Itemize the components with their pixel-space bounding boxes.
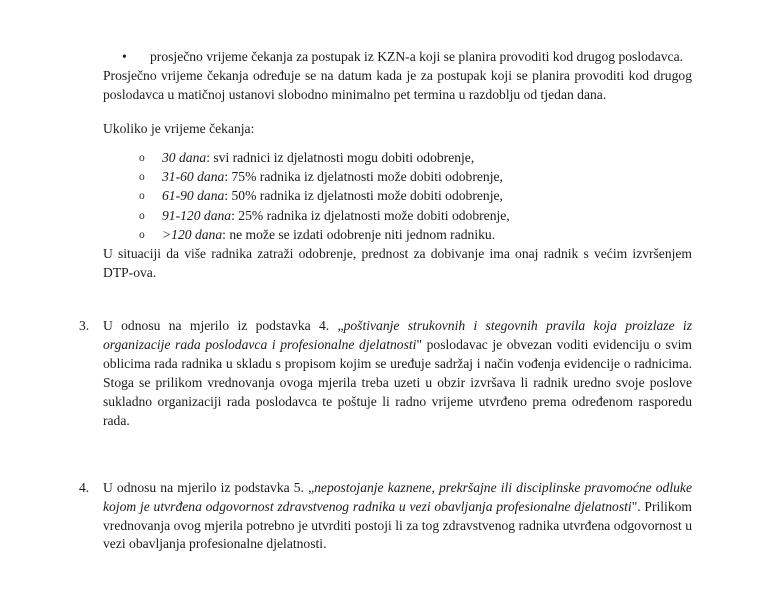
spacer bbox=[79, 444, 692, 465]
list-item-description: : 25% radnika iz djelatnosti može dobiti odobrenje, bbox=[231, 207, 510, 223]
list-item bbox=[139, 186, 692, 205]
spacer bbox=[79, 282, 692, 303]
list-item-term: 91-120 dana bbox=[162, 207, 232, 223]
spacer bbox=[79, 105, 692, 120]
list-item bbox=[139, 148, 692, 167]
list-item-term: 61-90 dana bbox=[162, 188, 225, 204]
numbered-item-body: . Prilikom vrednovanja ovog mjerila potrebno je utvrditi postoji li za tog zdravstvenog radnika utvrđena odgovornost u vezi obavljanja profesionalne djelatnosti. bbox=[103, 498, 692, 552]
list-item bbox=[139, 225, 692, 244]
quote-close-mark: " bbox=[416, 336, 423, 352]
numbered-item-3 bbox=[79, 317, 692, 430]
numbered-item-quote: nepostojanje kaznene, prekršajne ili disciplinske pravomoćne odluke kojom je utvrđena odgovornost zdravstvenog radnika u vezi obavljanja profesionalne djelatnosti bbox=[103, 479, 692, 514]
list-item-description: : 50% radnika iz djelatnosti može dobiti odobrenje, bbox=[224, 188, 503, 204]
list-item-term: 31-60 dana bbox=[162, 169, 225, 185]
numbered-item-marker: 3. bbox=[79, 318, 90, 334]
numbered-item-lead-in: U odnosu na mjerilo iz podstavka 4. bbox=[103, 318, 338, 334]
paragraph-average-waiting-time: Prosječno vrijeme čekanja određuje se na datum kada je za postupak koji se planira provoditi kod drugog poslodavca u matičnoj ustanovi slobodno minimalno pet termina u razdoblju od tjedan dana. bbox=[103, 67, 692, 102]
list-item-description: : ne može se izdati odobrenje niti jednom radniku. bbox=[222, 227, 496, 243]
list-item bbox=[139, 206, 692, 225]
numbered-item-quote: poštivanje strukovnih i stegovnih pravila koja proizlaze iz organizacije rada poslodavca i profesionalne djelatnosti bbox=[103, 318, 692, 352]
list-item-term: >120 dana bbox=[162, 227, 223, 243]
list-item: • prosječno vrijeme čekanja za postupak iz KZN-a koji se planira provoditi kod drugog poslodavca. bbox=[122, 48, 692, 67]
numbered-item-marker: 4. bbox=[79, 479, 90, 495]
quote-open-mark: „ bbox=[308, 479, 315, 495]
waiting-time-list bbox=[139, 148, 692, 245]
spacer bbox=[79, 139, 692, 148]
numbered-item-lead-in: U odnosu na mjerilo iz podstavka 5. bbox=[103, 479, 309, 495]
quote-open-mark: „ bbox=[337, 318, 344, 334]
numbered-item-body: poslodavac je obvezan voditi evidenciju o svim oblicima rada radnika u skladu s propisom kojim se uređuje sadržaj i način vođenja evidencije o radnicima. Stoga se prilikom vrednovanja ovoga mjerila treba uzeti u obzir izvršava li radnik uredno svoje poslove sukladno organizaciji rada poslodavca te poštuje li radno vrijeme utvrđeno prema određenom rasporedu rada. bbox=[103, 336, 692, 428]
numbered-item-4 bbox=[79, 479, 692, 555]
quote-close-mark: " bbox=[631, 498, 638, 514]
list-item-description: : 75% radnika iz djelatnosti može dobiti odobrenje, bbox=[224, 169, 503, 185]
list-item-term: 30 dana bbox=[162, 149, 207, 165]
list-item-description: : svi radnici iz djelatnosti mogu dobiti odobrenje, bbox=[206, 149, 475, 165]
paragraph-if-waiting-time: Ukoliko je vrijeme čekanja: bbox=[103, 120, 255, 136]
bullet-list bbox=[79, 48, 692, 67]
document-content bbox=[79, 48, 692, 568]
paragraph-priority-rule: U situaciji da više radnika zatraži odobrenje, prednost za dobivanje ima onaj radnik s većim izvršenjem DTP-ova. bbox=[103, 245, 692, 280]
list-item bbox=[139, 167, 692, 186]
